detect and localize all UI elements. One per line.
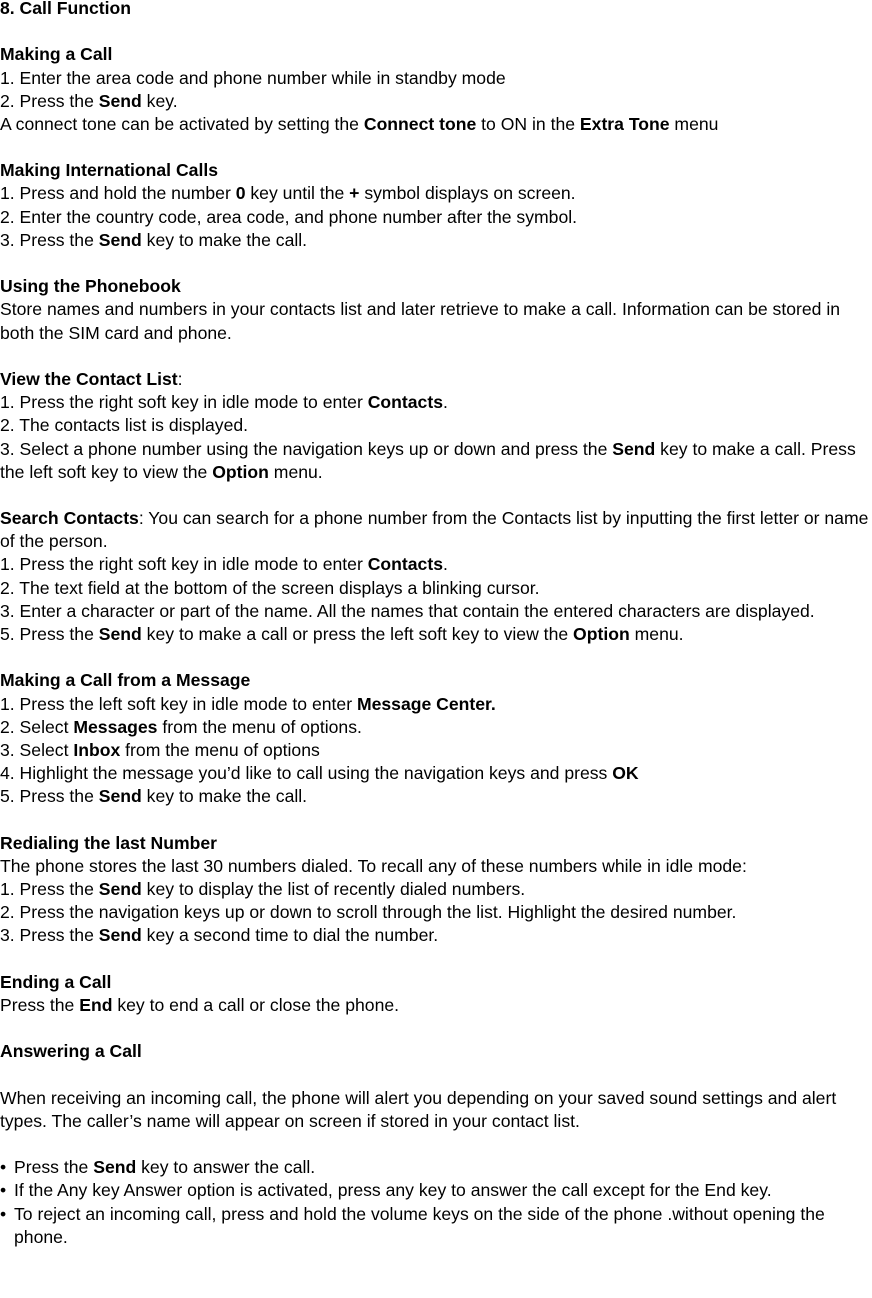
- bullet-item: [0, 1203, 872, 1249]
- text: from the menu of options: [120, 739, 320, 760]
- paragraph: [0, 901, 872, 924]
- text: menu: [669, 113, 719, 134]
- text: key.: [141, 90, 178, 111]
- section-heading: [0, 275, 872, 298]
- paragraph: [0, 623, 872, 646]
- text: To reject an incoming call, press and hold the volume keys on the side of the phone .without opening the phone.: [14, 1203, 825, 1247]
- text: 2. Press the navigation keys up or down to scroll through the list. Highlight the desired number.: [0, 902, 737, 923]
- text: Press the: [14, 1157, 94, 1178]
- bold-text: Making International Calls: [0, 160, 219, 181]
- bold-text: Send: [98, 229, 142, 250]
- bold-text: Send: [98, 879, 142, 900]
- spacer: [0, 1133, 872, 1156]
- text: key to answer the call.: [136, 1157, 316, 1178]
- text: The phone stores the last 30 numbers dialed. To recall any of these numbers while in idle mode:: [0, 855, 747, 876]
- text: Store names and numbers in your contacts list and later retrieve to make a call. Information can be stored in both the SIM card and phone.: [0, 299, 841, 343]
- paragraph: [0, 438, 872, 484]
- paragraph: [0, 90, 872, 113]
- bold-text: Inbox: [73, 739, 121, 760]
- bold-text: Search Contacts: [0, 508, 139, 529]
- text: key to make a call or press the left soft key to view the: [141, 623, 574, 644]
- bold-text: Extra Tone: [579, 113, 670, 134]
- bold-text: End: [79, 994, 113, 1015]
- bold-text: Send: [93, 1157, 137, 1178]
- text: 3. Enter a character or part of the name. All the names that contain the entered characters are displayed.: [0, 600, 815, 621]
- bold-text: Option: [573, 623, 630, 644]
- paragraph: [0, 693, 872, 716]
- bold-text: Send: [98, 90, 142, 111]
- spacer: [0, 808, 872, 831]
- paragraph: [0, 577, 872, 600]
- text: 2. Select: [0, 716, 74, 737]
- spacer: [0, 1017, 872, 1040]
- text: 1. Press the left soft key in idle mode to enter: [0, 693, 357, 714]
- bold-text: Answering a Call: [0, 1041, 142, 1062]
- section-heading: [0, 669, 872, 692]
- paragraph: [0, 414, 872, 437]
- text: 2. Enter the country code, area code, and phone number after the symbol.: [0, 206, 578, 227]
- paragraph: [0, 994, 872, 1017]
- bold-text: Ending a Call: [0, 971, 112, 992]
- text: : You can search for a phone number from the Contacts list by inputting the first letter or name of the person.: [0, 508, 869, 552]
- text: 5. Press the: [0, 786, 99, 807]
- paragraph: [0, 553, 872, 576]
- bullet-item: [0, 1179, 872, 1202]
- bold-text: Contacts: [367, 392, 443, 413]
- bullet-icon: •: [0, 1157, 7, 1178]
- paragraph: [0, 785, 872, 808]
- bold-text: Making a Call from a Message: [0, 670, 251, 691]
- text: 1. Press the right soft key in idle mode to enter: [0, 554, 368, 575]
- spacer: [0, 252, 872, 275]
- bold-text: Messages: [73, 716, 158, 737]
- text: A connect tone can be activated by setting the: [0, 113, 364, 134]
- paragraph: [0, 739, 872, 762]
- bold-text: 0: [235, 183, 246, 204]
- paragraph: [0, 67, 872, 90]
- text: 3. Press the: [0, 925, 99, 946]
- bold-text: Send: [612, 438, 656, 459]
- text: Press the: [0, 994, 80, 1015]
- bold-text: +: [349, 183, 360, 204]
- text: When receiving an incoming call, the phone will alert you depending on your saved sound settings and alert types. The caller’s name will appear on screen if stored in your contact list.: [0, 1087, 837, 1131]
- paragraph: [0, 391, 872, 414]
- text: 3. Select a phone number using the navigation keys up or down and press the: [0, 438, 613, 459]
- text: .: [442, 554, 448, 575]
- bold-text: View the Contact List: [0, 368, 178, 389]
- text: key to end a call or close the phone.: [112, 994, 400, 1015]
- spacer: [0, 20, 872, 43]
- bold-text: Making a Call: [0, 44, 113, 65]
- text: from the menu of options.: [157, 716, 362, 737]
- paragraph: [0, 507, 872, 553]
- bullet-item: [0, 1156, 872, 1179]
- bold-text: Send: [98, 786, 142, 807]
- text: 3. Select: [0, 739, 74, 760]
- paragraph: [0, 762, 872, 785]
- spacer: [0, 345, 872, 368]
- text: to ON in the: [476, 113, 580, 134]
- bold-text: Message Center.: [356, 693, 496, 714]
- paragraph: [0, 855, 872, 878]
- section-heading: [0, 832, 872, 855]
- paragraph: [0, 1087, 872, 1133]
- text: 2. The contacts list is displayed.: [0, 415, 249, 436]
- text: 1. Enter the area code and phone number while in standby mode: [0, 67, 506, 88]
- spacer: [0, 646, 872, 669]
- text: 2. Press the: [0, 90, 99, 111]
- text: key a second time to dial the number.: [141, 925, 439, 946]
- text: 5. Press the: [0, 623, 99, 644]
- section-heading: [0, 1040, 872, 1063]
- text: 3. Press the: [0, 229, 99, 250]
- spacer: [0, 1063, 872, 1086]
- spacer: [0, 484, 872, 507]
- spacer: [0, 948, 872, 971]
- text: key until the: [245, 183, 350, 204]
- bullet-icon: •: [0, 1180, 7, 1201]
- section-heading: [0, 43, 872, 66]
- paragraph: [0, 229, 872, 252]
- section-heading: [0, 971, 872, 994]
- paragraph: [0, 206, 872, 229]
- text: :: [177, 368, 183, 389]
- text: 1. Press the: [0, 879, 99, 900]
- bold-text: Contacts: [367, 554, 443, 575]
- section-heading: [0, 159, 872, 182]
- bold-text: 8. Call Function: [0, 0, 131, 18]
- paragraph: [0, 113, 872, 136]
- text: 2. The text field at the bottom of the screen displays a blinking cursor.: [0, 577, 540, 598]
- paragraph: [0, 298, 872, 344]
- text: key to make a call. Press the left soft key to view the: [0, 438, 856, 482]
- paragraph: [0, 878, 872, 901]
- bold-text: Redialing the last Number: [0, 832, 218, 853]
- text: 1. Press and hold the number: [0, 183, 236, 204]
- text: menu.: [268, 461, 323, 482]
- bold-text: Option: [212, 461, 269, 482]
- section-heading: [0, 0, 872, 20]
- text: menu.: [629, 623, 684, 644]
- text: key to display the list of recently dialed numbers.: [141, 879, 526, 900]
- paragraph: [0, 182, 872, 205]
- text: .: [442, 392, 448, 413]
- text: If the Any key Answer option is activated, press any key to answer the call except for the End key.: [14, 1180, 772, 1201]
- bold-text: OK: [612, 763, 639, 784]
- text: symbol displays on screen.: [359, 183, 576, 204]
- paragraph: [0, 368, 872, 391]
- text: key to make the call.: [141, 786, 308, 807]
- bullet-icon: •: [0, 1203, 7, 1224]
- text: key to make the call.: [141, 229, 308, 250]
- spacer: [0, 136, 872, 159]
- text: 4. Highlight the message you’d like to call using the navigation keys and press: [0, 763, 613, 784]
- bold-text: Connect tone: [363, 113, 477, 134]
- bold-text: Using the Phonebook: [0, 276, 181, 297]
- paragraph: [0, 924, 872, 947]
- text: 1. Press the right soft key in idle mode to enter: [0, 392, 368, 413]
- paragraph: [0, 716, 872, 739]
- paragraph: [0, 600, 872, 623]
- bold-text: Send: [98, 623, 142, 644]
- bold-text: Send: [98, 925, 142, 946]
